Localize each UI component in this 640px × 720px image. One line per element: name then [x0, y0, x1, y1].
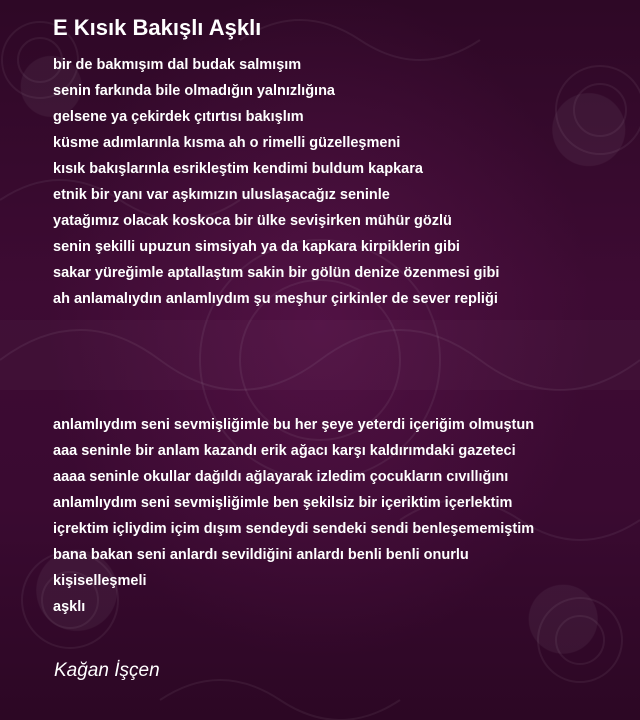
poem-line: aaa seninle bir anlam kazandı erik ağacı karşı kaldırımdaki gazeteci [53, 443, 516, 459]
poem-line: kişiselleşmeli [53, 573, 147, 589]
poem-line: kısık bakışlarınla esrikleştim kendimi buldum kapkara [53, 161, 423, 177]
poem-line: küsme adımlarınla kısma ah o rimelli güzelleşmeni [53, 135, 401, 151]
stanza-1 [53, 52, 499, 312]
poem-line: gelsene ya çekirdek çıtırtısı bakışlım [53, 109, 304, 125]
poem-line: yatağımız olacak koskoca bir ülke sevişirken mühür gözlü [53, 213, 452, 229]
poem-line: bana bakan seni anlardı sevildiğini anlardı benli benli onurlu [53, 547, 469, 563]
poem-line: ah anlamalıydın anlamlıydım şu meşhur çirkinler de sever repliği [53, 291, 498, 307]
poem-line: sakar yüreğimle aptallaştım sakin bir gölün denize özenmesi gibi [53, 265, 500, 281]
poem-line: aaaa seninle okullar dağıldı ağlayarak izledim çocukların cıvıllığını [53, 469, 509, 485]
poem-line: anlamlıydım seni sevmişliğimle ben şekilsiz bir içeriktim içerlektim [53, 495, 513, 511]
poem-title: E Kısık Bakışlı Aşklı [53, 15, 262, 40]
stanza-2 [53, 412, 534, 620]
poem-line: senin farkında bile olmadığın yalnızlığına [53, 83, 335, 99]
poem-line: içrektim içliydim içim dışım sendeydi sendeki sendi benleşememiştim [53, 521, 535, 537]
poem-line: aşklı [53, 599, 86, 615]
poem-line: etnik bir yanı var aşkımızın uluslaşacağız seninle [53, 187, 390, 203]
poem-line: senin şekilli upuzun simsiyah ya da kapkara kirpiklerin gibi [53, 239, 460, 255]
poem-line: anlamlıydım seni sevmişliğimle bu her şeye yeterdi içeriğim olmuştun [53, 417, 535, 433]
poem-author: Kağan İşçen [54, 660, 160, 681]
poem-line: bir de bakmışım dal budak salmışım [53, 57, 302, 73]
